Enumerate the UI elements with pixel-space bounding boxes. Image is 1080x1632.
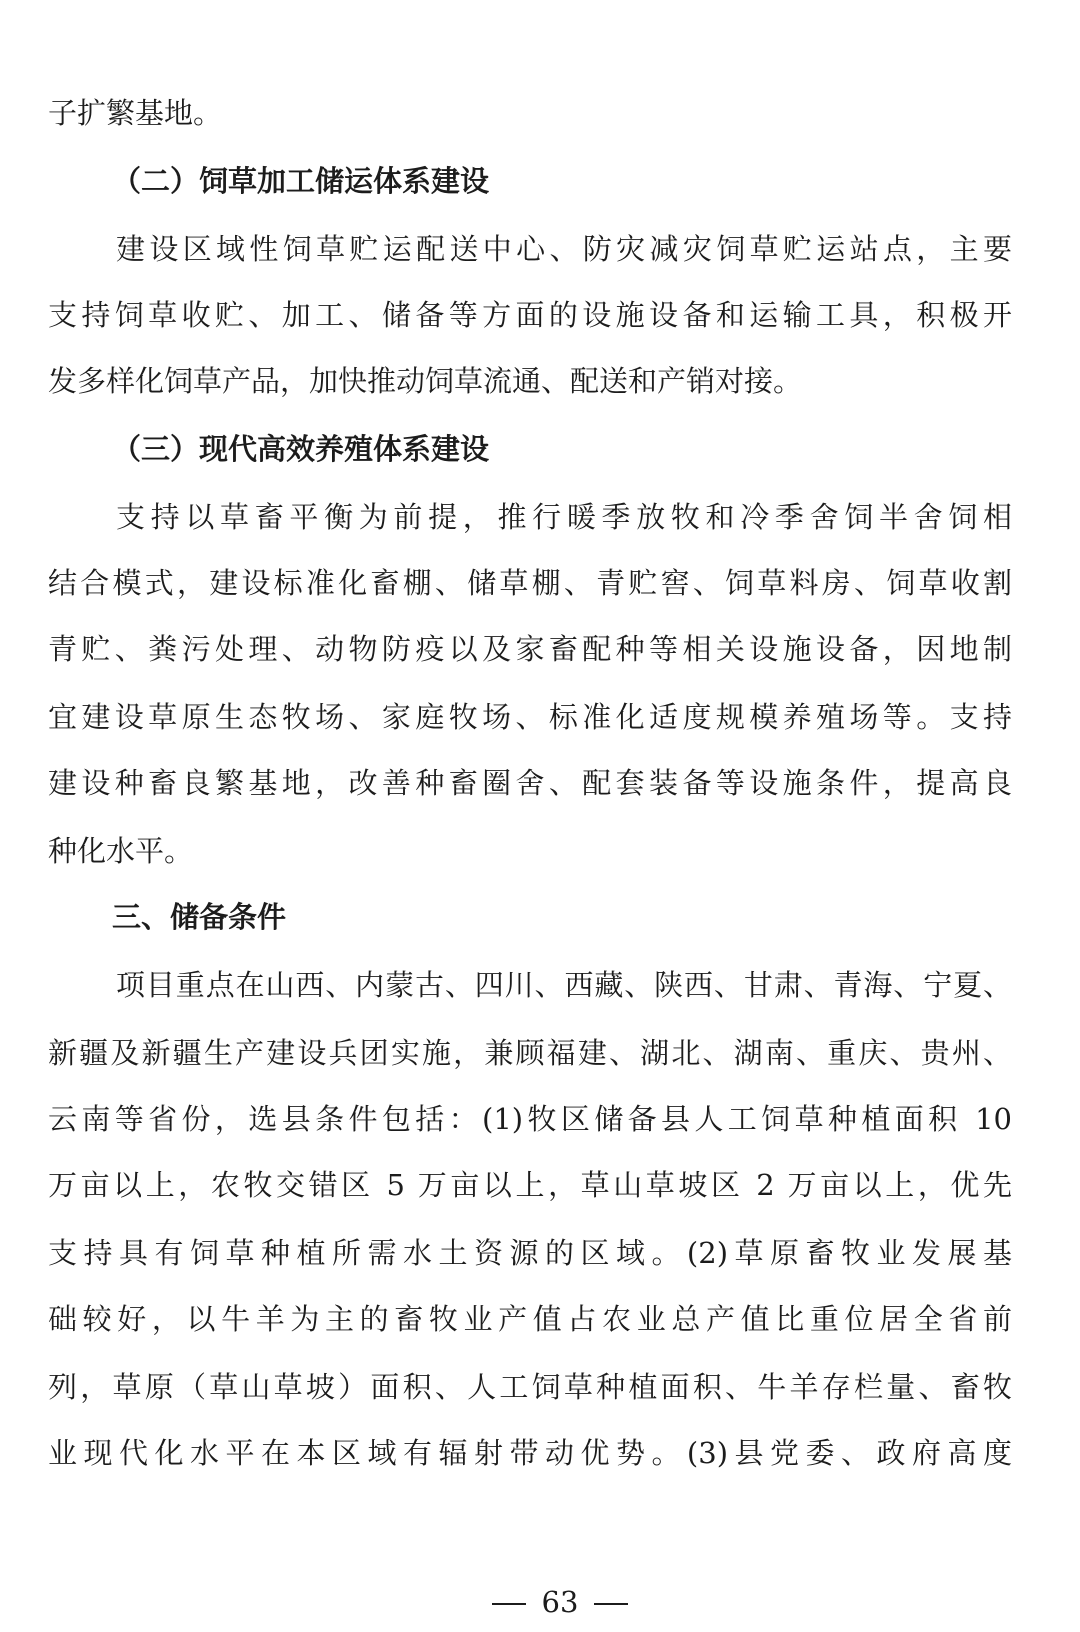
text-line: 支持具有饲草种植所需水土资源的区域。(2)草原畜牧业发展基 — [48, 1236, 1012, 1270]
text-line: 种化水平。 — [48, 834, 194, 868]
text-line: 支持饲草收贮、加工、储备等方面的设施设备和运输工具，积极开 — [48, 298, 1012, 332]
chapter-heading: 三、储备条件 — [112, 900, 287, 934]
text-line: 万亩以上，农牧交错区 5 万亩以上，草山草坡区 2 万亩以上，优先 — [48, 1168, 1012, 1202]
text-line: 子扩繁基地。 — [48, 96, 223, 130]
text-line: 列，草原（草山草坡）面积、人工饲草种植面积、牛羊存栏量、畜牧 — [48, 1370, 1012, 1404]
text-line: 宜建设草原生态牧场、家庭牧场、标准化适度规模养殖场等。支持 — [48, 700, 1012, 734]
page-number-value: 63 — [541, 1585, 579, 1619]
text-line: 发多样化饲草产品，加快推动饲草流通、配送和产销对接。 — [48, 364, 803, 398]
text-line: 云南等省份，选县条件包括：(1)牧区储备县人工饲草种植面积 10 — [48, 1102, 1012, 1136]
text-line: 支持以草畜平衡为前提，推行暖季放牧和冷季舍饲半舍饲相 — [116, 500, 1012, 534]
text-line: 础较好，以牛羊为主的畜牧业产值占农业总产值比重位居全省前 — [48, 1302, 1012, 1336]
text-line: 建设区域性饲草贮运配送中心、防灾减灾饲草贮运站点，主要 — [116, 232, 1012, 266]
text-line: 结合模式，建设标准化畜棚、储草棚、青贮窖、饲草料房、饲草收割 — [48, 566, 1012, 600]
page-number — [0, 1582, 1080, 1622]
section-heading: （二）饲草加工储运体系建设 — [112, 164, 490, 198]
text-line: 新疆及新疆生产建设兵团实施，兼顾福建、湖北、湖南、重庆、贵州、 — [48, 1036, 1012, 1070]
text-line: 项目重点在山西、内蒙古、四川、西藏、陕西、甘肃、青海、宁夏、 — [116, 968, 1012, 1002]
text-line: 建设种畜良繁基地，改善种畜圈舍、配套装备等设施条件，提高良 — [48, 766, 1012, 800]
page-number-dash-left — [492, 1603, 526, 1605]
page-number-dash-right — [594, 1603, 628, 1605]
text-line: 业现代化水平在本区域有辐射带动优势。(3)县党委、政府高度 — [48, 1436, 1012, 1470]
section-heading: （三）现代高效养殖体系建设 — [112, 432, 490, 466]
text-line: 青贮、粪污处理、动物防疫以及家畜配种等相关设施设备，因地制 — [48, 632, 1012, 666]
